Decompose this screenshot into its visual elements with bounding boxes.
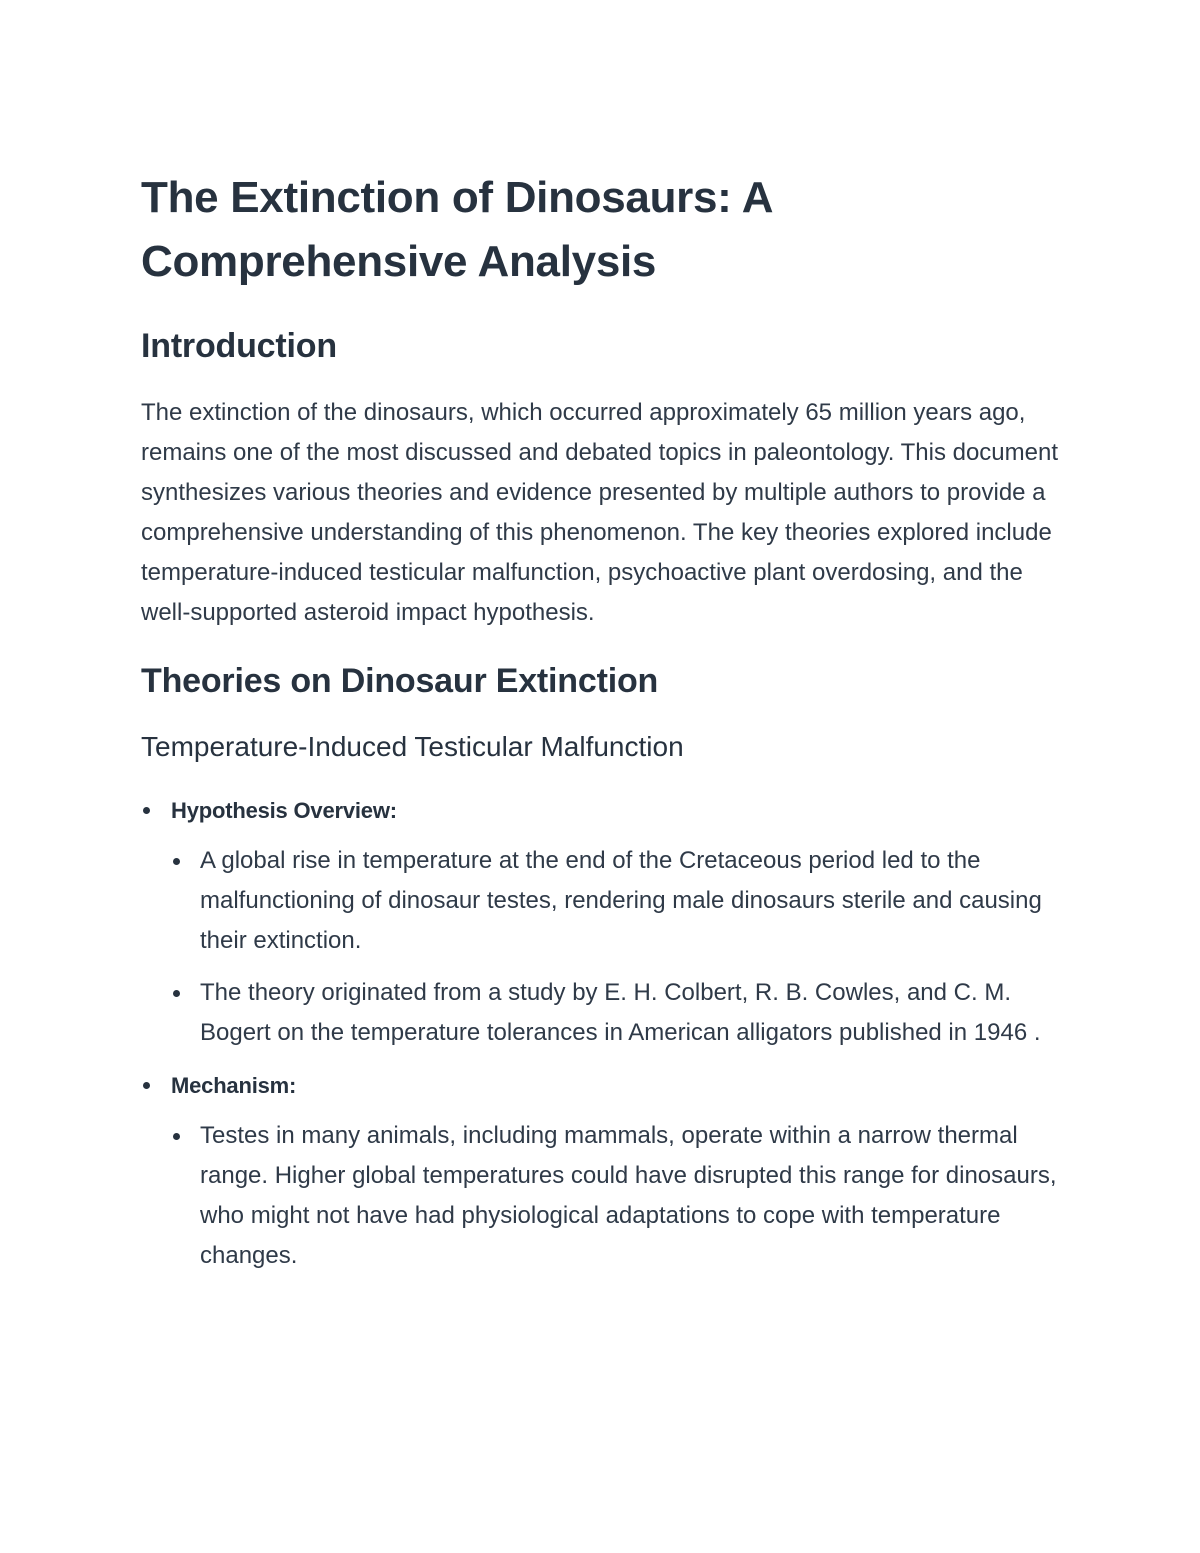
introduction-paragraph: The extinction of the dinosaurs, which occurred approximately 65 million years ago, remains one of the most discussed and debated topics in paleontology. This document synthesizes various theories and evidence presented by multiple authors to provide a comprehensive understanding of this phenomenon. The key theories explored include temperature-induced testicular malfunction, psychoactive plant overdosing, and the well-supported asteroid impact hypothesis. [141,399,1059,626]
document-title: The Extinction of Dinosaurs: A Comprehensive Analysis [141,173,772,286]
theory-list [141,790,1061,1276]
sub-list [171,1116,1061,1276]
introduction-heading: Introduction [141,327,337,365]
subsection-heading: Temperature-Induced Testicular Malfunction [141,731,684,762]
sub-list [171,841,1061,1053]
list-item-label: Hypothesis Overview: [171,798,397,823]
sub-list-item: Testes in many animals, including mammals, operate within a narrow thermal range. Higher global temperatures could have disrupted this range for dinosaurs, who might not have had physiological adaptations to cope with temperature changes. [171,1116,1061,1276]
sub-list-item: The theory originated from a study by E. H. Colbert, R. B. Cowles, and C. M. Bogert on the temperature tolerances in American alligators published in 1946 . [171,973,1061,1053]
theories-heading: Theories on Dinosaur Extinction [141,662,659,700]
document-page [141,166,1061,1288]
sub-list-item: A global rise in temperature at the end of the Cretaceous period led to the malfunctioning of dinosaur testes, rendering male dinosaurs sterile and causing their extinction. [171,841,1061,961]
list-item-label: Mechanism: [171,1073,297,1098]
list-item-hypothesis-overview [141,790,1061,1053]
list-item-mechanism [141,1065,1061,1276]
